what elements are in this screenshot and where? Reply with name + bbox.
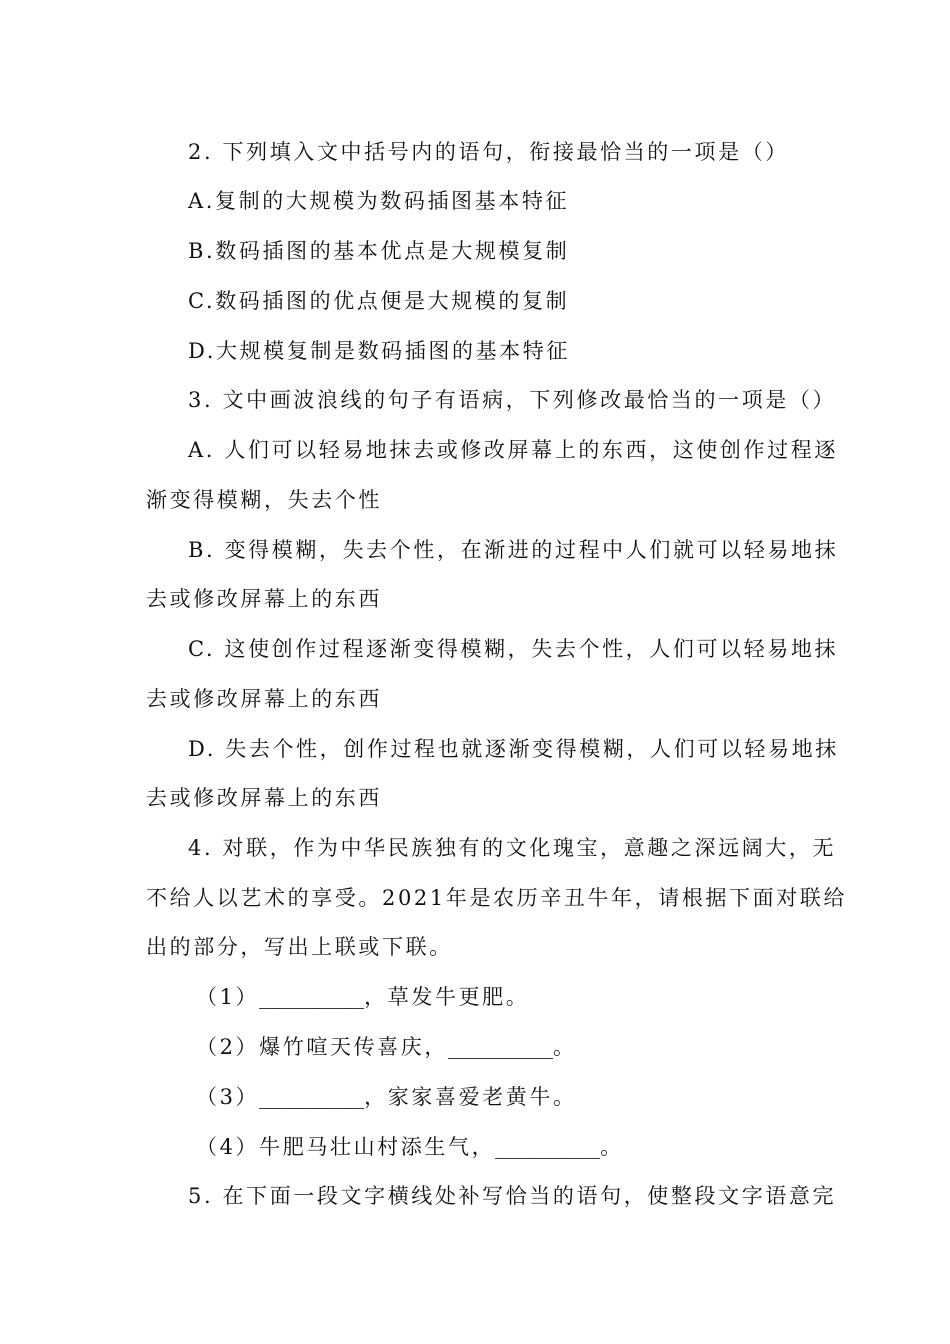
q3-option-c-line1: C. 这使创作过程逐渐变得模糊，失去个性，人们可以轻易地抹 (188, 637, 839, 661)
question-4-stem-line3: 出的部分，写出上联或下联。 (146, 935, 453, 959)
q4-item-2-blank[interactable]: __________ (447, 1035, 553, 1059)
question-4-stem-line1: 4. 对联，作为中华民族独有的文化瑰宝，意趣之深远阔大，无 (188, 836, 837, 860)
q4-item-2-number: （2） (196, 1035, 260, 1059)
q3-option-c-line2: 去或修改屏幕上的东西 (146, 687, 382, 711)
q4-item-4-text: 牛肥马壮山村添生气， (259, 1135, 496, 1159)
q4-item-2-end: 。 (552, 1035, 577, 1059)
q4-item-2-text: 爆竹喧天传喜庆， (259, 1035, 448, 1059)
q2-option-c: C.数码插图的优点便是大规模的复制 (188, 289, 570, 313)
q2-option-d: D.大规模复制是数码插图的基本特征 (188, 339, 570, 363)
q4-item-4-number: （4） (196, 1135, 260, 1159)
question-2-stem: 2. 下列填入文中括号内的语句，衔接最恰当的一项是（） (188, 140, 789, 164)
q3-option-b-line1: B. 变得模糊，失去个性，在渐进的过程中人们就可以轻易地抹 (188, 538, 839, 562)
q3-option-d-line1: D. 失去个性，创作过程也就逐渐变得模糊，人们可以轻易地抹 (188, 737, 839, 761)
question-5-stem: 5. 在下面一段文字横线处补写恰当的语句，使整段文字语意完 (188, 1184, 837, 1208)
q4-item-3-number: （3） (196, 1085, 260, 1109)
q4-item-4-end: 。 (600, 1135, 624, 1159)
q4-item-3-text: ，家家喜爱老黄牛。 (364, 1085, 577, 1109)
q3-option-a-line1: A. 人们可以轻易地抹去或修改屏幕上的东西，这使创作过程逐 (188, 438, 838, 462)
q4-item-2 (196, 1032, 577, 1062)
q4-item-1-text: ，草发牛更肥。 (364, 985, 530, 1009)
q2-option-a: A.复制的大规模为数码插图基本特征 (188, 189, 570, 213)
question-4-stem-line2: 不给人以艺术的享受。2021年是农历辛丑牛年，请根据下面对联给 (146, 886, 848, 910)
q3-option-b-line2: 去或修改屏幕上的东西 (146, 587, 382, 611)
question-3-stem: 3. 文中画波浪线的句子有语病，下列修改最恰当的一项是（） (188, 388, 837, 412)
q4-item-1 (196, 982, 529, 1012)
q4-item-3-blank[interactable]: __________ (259, 1085, 365, 1109)
q4-item-1-number: （1） (196, 985, 260, 1009)
q4-item-4 (196, 1132, 624, 1162)
q4-item-3 (196, 1082, 577, 1112)
q2-option-b: B.数码插图的基本优点是大规模复制 (188, 239, 570, 263)
q4-item-4-blank[interactable]: __________ (495, 1135, 601, 1159)
q4-item-1-blank[interactable]: __________ (259, 985, 365, 1009)
q3-option-d-line2: 去或修改屏幕上的东西 (146, 786, 382, 810)
q3-option-a-line2: 渐变得模糊，失去个性 (146, 488, 382, 512)
